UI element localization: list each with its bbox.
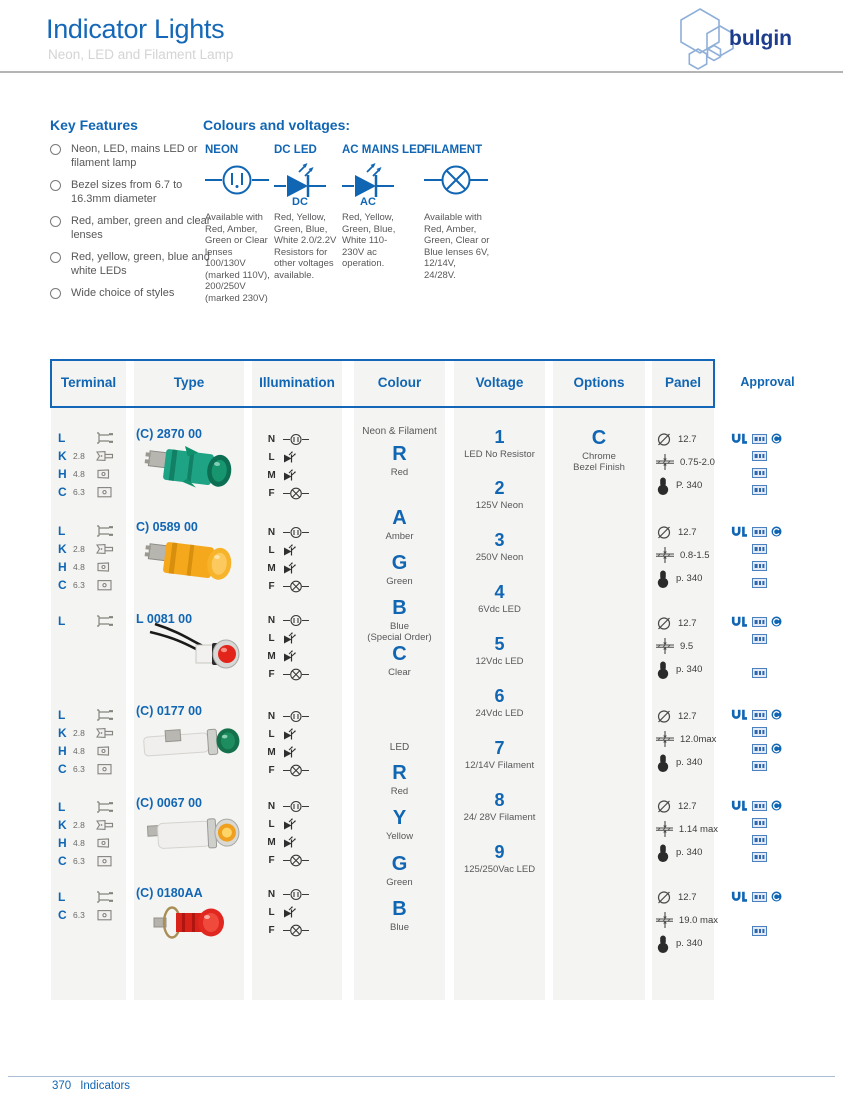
voltage-option: 3 250V Neon: [475, 530, 524, 563]
voltage-option: 9 125/250Vac LED: [463, 842, 536, 875]
bullet-icon: [50, 252, 61, 263]
ul-approval-icon: [731, 526, 748, 537]
column-header-voltage: Voltage: [475, 375, 524, 390]
cert-approval-icon: [752, 527, 767, 537]
header-divider: [0, 71, 843, 73]
terminal-l-icon: [94, 800, 116, 814]
product-image-white-amber-lamp: [138, 808, 243, 863]
type-code: C) 0589 00: [136, 520, 198, 534]
neon-symbol-icon: [205, 162, 271, 208]
round-approval-icon: [771, 800, 782, 811]
terminal-k-icon: [94, 818, 116, 832]
terminal-l-icon: [94, 890, 116, 904]
neon-icon: [283, 614, 309, 627]
terminal-l-icon: [94, 524, 116, 538]
product-image-red-small-lamp: [148, 898, 233, 950]
neon-icon: [283, 800, 309, 813]
page-reference-icon: [656, 661, 670, 679]
page-reference-icon: [656, 935, 670, 953]
bullet-icon: [50, 216, 61, 227]
key-features-list: [50, 143, 218, 310]
cert-approval-icon: [752, 818, 767, 828]
terminal-c-icon: [94, 578, 116, 592]
led-icon: [283, 746, 299, 759]
page-subtitle: Neon, LED and Filament Lamp: [48, 47, 234, 62]
cert-approval-icon: [752, 926, 767, 936]
colour-option: Y Yellow: [385, 807, 414, 842]
cert-approval-icon: [752, 561, 767, 571]
page-number: 370: [52, 1080, 72, 1092]
terminal-h-icon: [94, 467, 116, 481]
list-item: Red, yellow, green, blue and white LEDs: [50, 251, 218, 278]
column-header-colour: Colour: [377, 375, 422, 390]
diameter-icon: [656, 525, 672, 540]
filament-icon: [283, 764, 309, 777]
ul-approval-icon: [731, 891, 748, 902]
terminal-cell: L K 2.8 H 4.8 C 6.3: [58, 429, 128, 501]
bullet-icon: [50, 144, 61, 155]
led-icon: [283, 469, 299, 482]
column-header-type: Type: [173, 375, 205, 390]
column-header-options: Options: [573, 375, 625, 390]
filament-symbol-icon: [424, 162, 490, 208]
footer-divider: [8, 1076, 835, 1077]
filament-icon: [283, 487, 309, 500]
column-header-approval: Approval: [740, 375, 795, 389]
approval-cell: [731, 523, 813, 591]
round-approval-icon: [771, 709, 782, 720]
terminal-c-icon: [94, 908, 116, 922]
panel-cell: 12.7 0.75-2.0 P. 340: [656, 428, 718, 497]
panel-thickness-icon: [656, 547, 674, 564]
column-header-illumination: Illumination: [259, 375, 335, 390]
terminal-h-icon: [94, 836, 116, 850]
panel-cell: 12.7 0.8-1.5 p. 340: [656, 521, 718, 590]
panel-cell: 12.7 12.0max p. 340: [656, 705, 718, 774]
cert-approval-icon: [752, 634, 767, 644]
dc-led-symbol-icon: DC: [274, 162, 340, 208]
terminal-c-icon: [94, 485, 116, 499]
type-code: (C) 0180AA: [136, 886, 203, 900]
ul-approval-icon: [731, 616, 748, 627]
product-image-green-lamp: [142, 441, 242, 503]
terminal-cell: L K 2.8 H 4.8 C 6.3: [58, 706, 128, 778]
cert-approval-icon: [752, 727, 767, 737]
panel-thickness-icon: [656, 821, 673, 838]
cert-approval-icon: [752, 744, 767, 754]
terminal-cell: L C 6.3: [58, 888, 128, 924]
type-code: (C) 2870 00: [136, 427, 203, 441]
led-icon: [283, 544, 299, 557]
terminal-h-icon: [94, 560, 116, 574]
approval-cell: [731, 613, 813, 681]
voltage-option: 7 12/14V Filament: [464, 738, 535, 771]
diameter-icon: [656, 616, 672, 631]
panel-thickness-icon: [656, 638, 674, 655]
terminal-h-icon: [94, 744, 116, 758]
led-icon: [283, 728, 299, 741]
colour-option: G Green: [386, 853, 413, 888]
voltage-option: 1 LED No Resistor: [464, 427, 535, 460]
cv-group-filament: FILAMENT Available with Red, Amber, Green, Clear or Blue lenses 6V, 12/14V, 24/28V.: [424, 144, 490, 281]
terminal-l-icon: [94, 614, 116, 628]
diameter-icon: [656, 432, 672, 447]
cert-approval-icon: [752, 852, 767, 862]
diameter-icon: [656, 890, 672, 905]
terminal-l-icon: [94, 708, 116, 722]
neon-icon: [283, 710, 309, 723]
cert-approval-icon: [752, 468, 767, 478]
cert-approval-icon: [752, 434, 767, 444]
filament-icon: [283, 580, 309, 593]
product-image-amber-lamp: [142, 534, 242, 596]
cv-group-ac-mains-led: AC MAINS LED AC Red, Yellow, Green, Blue, White 110-230V ac operation.: [342, 144, 426, 269]
colour-section-label: Neon & Filament: [362, 426, 437, 437]
list-item: Wide choice of styles: [50, 287, 218, 301]
column-header-panel: Panel: [664, 375, 702, 390]
terminal-c-icon: [94, 854, 116, 868]
page-reference-icon: [656, 477, 670, 495]
filament-icon: [283, 924, 309, 937]
cert-approval-icon: [752, 668, 767, 678]
led-icon: [283, 836, 299, 849]
filament-icon: [283, 668, 309, 681]
voltage-option: 4 6Vdc LED: [478, 582, 521, 615]
terminal-l-icon: [94, 431, 116, 445]
neon-icon: [283, 888, 309, 901]
terminal-k-icon: [94, 542, 116, 556]
approval-cell: [731, 430, 813, 498]
led-icon: [283, 632, 299, 645]
illumination-cell: N L M F: [266, 430, 309, 502]
colour-option: B Blue: [389, 898, 409, 933]
colour-option: G Green: [386, 552, 413, 587]
panel-thickness-icon: [656, 912, 673, 929]
type-code: (C) 0177 00: [136, 704, 203, 718]
page-reference-icon: [656, 570, 670, 588]
colour-section-label: LED: [389, 742, 410, 753]
panel-cell: 12.7 9.5 p. 340: [656, 612, 718, 681]
footer: [52, 1080, 139, 1092]
cert-approval-icon: [752, 801, 767, 811]
cv-group-neon: NEON Available with Red, Amber, Green or Clear lenses 100/130V (marked 110V), 200/250V (marked 230V): [205, 144, 270, 304]
round-approval-icon: [771, 743, 782, 754]
type-code: L 0081 00: [136, 612, 193, 626]
cert-approval-icon: [752, 710, 767, 720]
colour-option: C Clear: [388, 643, 411, 678]
bulgin-logo-icon: [674, 5, 736, 71]
cert-approval-icon: [752, 761, 767, 771]
cert-approval-icon: [752, 451, 767, 461]
approval-cell: [731, 797, 813, 865]
bullet-icon: [50, 288, 61, 299]
illumination-cell: N L M F: [266, 523, 309, 595]
colour-option: R Red: [390, 443, 409, 478]
terminal-k-icon: [94, 726, 116, 740]
page-reference-icon: [656, 754, 670, 772]
panel-cell: 12.7 1.14 max p. 340: [656, 795, 718, 864]
diameter-icon: [656, 709, 672, 724]
cert-approval-icon: [752, 892, 767, 902]
voltage-option: 2 125V Neon: [475, 478, 524, 511]
key-features-heading: Key Features: [50, 117, 138, 133]
section-name: Indicators: [80, 1080, 131, 1092]
diameter-icon: [656, 799, 672, 814]
cert-approval-icon: [752, 835, 767, 845]
product-image-red-led: [146, 620, 246, 682]
panel-cell: 12.7 19.0 max p. 340: [656, 886, 718, 955]
options-cell: C Chrome Bezel Finish: [573, 427, 625, 473]
colour-option: B Blue (Special Order): [367, 597, 432, 643]
brand-name: bulgin: [729, 27, 792, 50]
terminal-cell: L: [58, 612, 128, 630]
voltage-option: 6 24Vdc LED: [475, 686, 524, 719]
colour-option: A Amber: [385, 507, 414, 542]
approval-cell: [731, 706, 813, 774]
list-item: Red, amber, green and clear lenses: [50, 215, 218, 242]
cv-group-dc-led: DC LED DC Red, Yellow, Green, Blue, White 2.0/2.2V Resistors for other voltages available.: [274, 144, 340, 281]
page-title: Indicator Lights: [46, 14, 225, 44]
page-reference-icon: [656, 844, 670, 862]
ul-approval-icon: [731, 709, 748, 720]
illumination-cell: N L F: [266, 885, 309, 939]
round-approval-icon: [771, 526, 782, 537]
neon-icon: [283, 433, 309, 446]
round-approval-icon: [771, 433, 782, 444]
voltage-option: 5 12Vdc LED: [475, 634, 524, 667]
led-icon: [283, 562, 299, 575]
ul-approval-icon: [731, 433, 748, 444]
approval-cell: [731, 888, 813, 956]
neon-icon: [283, 526, 309, 539]
type-code: (C) 0067 00: [136, 796, 203, 810]
cert-approval-icon: [752, 578, 767, 588]
product-image-white-green-lamp: [138, 716, 243, 771]
terminal-cell: L K 2.8 H 4.8 C 6.3: [58, 798, 128, 870]
round-approval-icon: [771, 891, 782, 902]
column-header-terminal: Terminal: [60, 375, 117, 390]
led-icon: [283, 650, 299, 663]
panel-thickness-icon: [656, 454, 674, 471]
ac-led-symbol-icon: AC: [342, 162, 418, 208]
led-icon: [283, 818, 299, 831]
cert-approval-icon: [752, 544, 767, 554]
list-item: Bezel sizes from 6.7 to 16.3mm diameter: [50, 179, 218, 206]
ul-approval-icon: [731, 800, 748, 811]
filament-icon: [283, 854, 309, 867]
bullet-icon: [50, 180, 61, 191]
terminal-cell: L K 2.8 H 4.8 C 6.3: [58, 522, 128, 594]
round-approval-icon: [771, 616, 782, 627]
led-icon: [283, 451, 299, 464]
terminal-k-icon: [94, 449, 116, 463]
voltage-option: 8 24/ 28V Filament: [463, 790, 536, 823]
led-icon: [283, 906, 299, 919]
terminal-c-icon: [94, 762, 116, 776]
panel-thickness-icon: [656, 731, 674, 748]
colour-option: R Red: [390, 762, 409, 797]
illumination-cell: N L M F: [266, 611, 309, 683]
cert-approval-icon: [752, 617, 767, 627]
colours-voltages-heading: Colours and voltages:: [203, 117, 351, 133]
list-item: Neon, LED, mains LED or filament lamp: [50, 143, 218, 170]
illumination-cell: N L M F: [266, 707, 309, 779]
illumination-cell: N L M F: [266, 797, 309, 869]
cert-approval-icon: [752, 485, 767, 495]
